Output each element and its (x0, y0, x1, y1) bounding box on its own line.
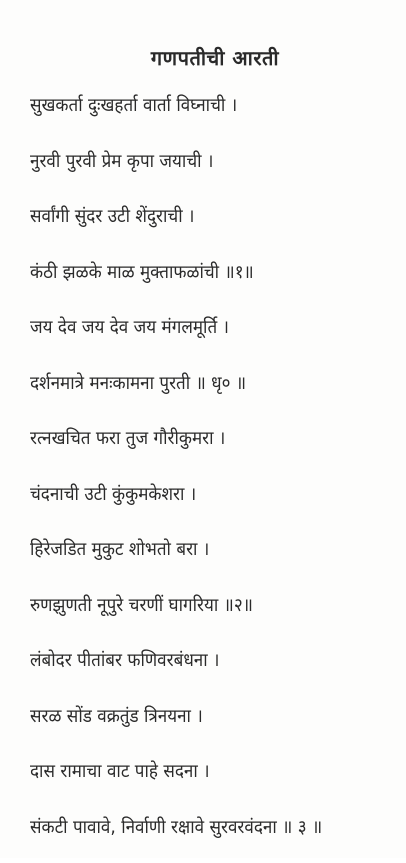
verse-line: हिरेजडित मुकुट शोभतो बरा । (30, 530, 369, 586)
verse-line: दास रामाचा वाट पाहे सदना । (30, 752, 369, 808)
verse-line: नुरवी पुरवी प्रेम कृपा जयाची । (30, 142, 369, 198)
verse-line: कंठी झळके माळ मुक्ताफळांची ॥१॥ (30, 253, 369, 309)
verse-line: रुणझुणती नूपुरे चरणीं घागरिया ॥२॥ (30, 586, 369, 642)
page-title: गणपतीची आरती (12, 44, 406, 71)
verse-line: सरळ सोंड वक्रतुंड त्रिनयना । (30, 697, 369, 753)
verse-line: सर्वांगी सुंदर उटी शेंदुराची । (30, 197, 369, 253)
verse-line: दर्शनमात्रे मनःकामना पुरती ॥ धृ० ॥ (30, 364, 369, 420)
verse-line: चंदनाची उटी कुंकुमकेशरा । (30, 475, 369, 531)
verse-line: जय देव जय देव जय मंगलमूर्ति । (30, 308, 369, 364)
aarti-verse (30, 86, 398, 863)
verse-line: संकटी पावावे, निर्वाणी रक्षावे सुरवरवंदना ॥ ३ ॥ (30, 808, 369, 863)
verse-line: सुखकर्ता दुःखहर्ता वार्ता विघ्नाची । (30, 86, 369, 142)
verse-line: लंबोदर पीतांबर फणिवरबंधना । (30, 641, 369, 697)
verse-line: रत्नखचित फरा तुज गौरीकुमरा । (30, 419, 369, 475)
